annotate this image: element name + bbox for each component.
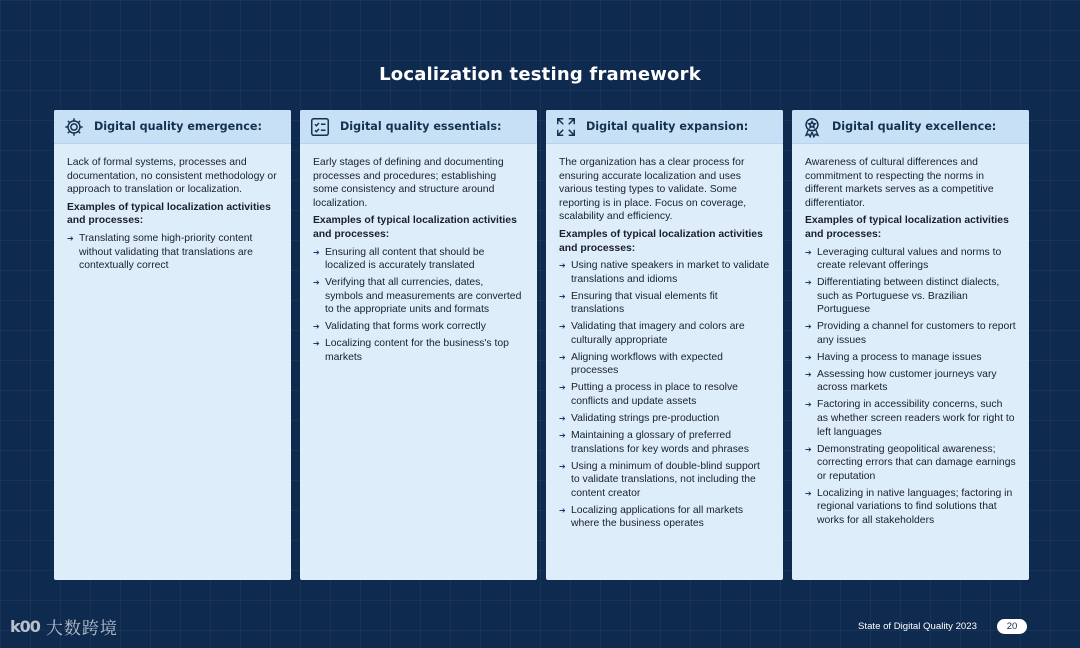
- list-item: ➔ Putting a process in place to resolve conflicts and update assets: [559, 382, 738, 408]
- examples-label: Examples of typical localization activities and processes:: [313, 215, 517, 240]
- expand-icon: [555, 116, 577, 138]
- card-expansion: [546, 110, 783, 580]
- list-item: ➔ Verifying that all currencies, dates, symbols and measurements are converted to the appropriate units and formats: [313, 277, 522, 316]
- list-item: ➔ Maintaining a glossary of preferred translations for key words and phrases: [559, 430, 749, 455]
- checklist-icon: [309, 116, 331, 138]
- arrow-icon: ➔: [805, 488, 812, 498]
- card-header: [546, 110, 783, 144]
- list-item: ➔ Validating that forms work correctly: [313, 321, 486, 333]
- card-header: [300, 110, 537, 144]
- list-item: ➔ Differentiating between distinct dialects, such as Portuguese vs. Brazilian Portuguese: [805, 277, 1000, 316]
- framework-cards: [54, 110, 1029, 580]
- list-item: ➔ Having a process to manage issues: [805, 351, 982, 363]
- arrow-icon: ➔: [805, 400, 812, 410]
- page-title: Localization testing framework: [379, 64, 701, 85]
- list-item: ➔ Validating that imagery and colors are culturally appropriate: [559, 321, 745, 346]
- list-item: ➔ Demonstrating geopolitical awareness; correcting errors that can damage earnings or reputation: [805, 443, 1016, 482]
- arrow-icon: ➔: [559, 291, 566, 301]
- list-item: ➔ Providing a channel for customers to report any issues: [805, 321, 1016, 346]
- card-title: Digital quality expansion:: [586, 120, 749, 133]
- card-body: [300, 144, 537, 364]
- arrow-icon: ➔: [805, 278, 812, 288]
- page-number: 20: [997, 619, 1027, 634]
- arrow-icon: ➔: [805, 444, 812, 454]
- arrow-icon: ➔: [559, 431, 566, 441]
- arrow-icon: ➔: [559, 383, 566, 393]
- examples-list: [805, 246, 1016, 528]
- examples-list: [67, 232, 278, 273]
- watermark-logo: [10, 614, 118, 639]
- arrow-icon: ➔: [805, 369, 812, 379]
- arrow-icon: ➔: [805, 247, 812, 257]
- award-icon: [801, 116, 823, 138]
- list-item: ➔ Ensuring all content that should be localized is accurately translated: [313, 246, 485, 272]
- arrow-icon: ➔: [313, 339, 320, 349]
- list-item: ➔ Ensuring that visual elements fit translations: [559, 290, 718, 316]
- list-item: ➔ Localizing content for the business's top markets: [313, 338, 509, 363]
- list-item: ➔ Validating strings pre-production: [559, 413, 720, 425]
- logo-text: 大数跨境: [45, 619, 118, 639]
- card-description: Awareness of cultural differences and commitment to respecting the norms in different markets serves as a competitive differentiator.: [805, 157, 994, 209]
- list-item: ➔ Using native speakers in market to validate translations and idioms: [559, 260, 770, 285]
- card-title: Digital quality emergence:: [94, 120, 262, 133]
- card-header: [54, 110, 291, 144]
- list-item: ➔ Aligning workflows with expected processes: [559, 351, 723, 377]
- list-item: ➔ Translating some high-priority content without validating that translations are contextually correct: [67, 232, 253, 272]
- card-excellence: [792, 110, 1029, 580]
- list-item: ➔ Using a minimum of double-blind support to validate translations, not including the content creator: [559, 460, 760, 499]
- card-title: Digital quality excellence:: [832, 120, 997, 133]
- examples-label: Examples of typical localization activities and processes:: [67, 201, 271, 227]
- logo-mark: k00: [10, 617, 40, 636]
- arrow-icon: ➔: [313, 247, 320, 257]
- card-body: [792, 144, 1029, 528]
- list-item: ➔ Localizing applications for all markets where the business operates: [559, 504, 744, 530]
- arrow-icon: ➔: [313, 322, 320, 332]
- examples-label: Examples of typical localization activities and processes:: [805, 215, 1009, 240]
- card-description: Early stages of defining and documenting processes and procedures; establishing some consistency and structure around localization.: [313, 157, 504, 209]
- card-body: [54, 144, 291, 273]
- arrow-icon: ➔: [805, 322, 812, 332]
- arrow-icon: ➔: [559, 505, 566, 515]
- card-title: Digital quality essentials:: [340, 120, 502, 133]
- report-name: State of Digital Quality 2023: [858, 621, 977, 632]
- arrow-icon: ➔: [313, 278, 320, 288]
- gear-icon: [63, 116, 85, 138]
- list-item: ➔ Assessing how customer journeys vary across markets: [805, 368, 997, 394]
- arrow-icon: ➔: [67, 233, 74, 243]
- examples-list: [559, 259, 770, 531]
- card-description: Lack of formal systems, processes and documentation, no consistent methodology or approach to translation or localization.: [67, 157, 277, 196]
- arrow-icon: ➔: [559, 322, 566, 332]
- arrow-icon: ➔: [559, 461, 566, 471]
- list-item: ➔ Factoring in accessibility concerns, such as whether screen readers work for right to left languages: [805, 399, 1015, 438]
- examples-list: [313, 246, 524, 365]
- arrow-icon: ➔: [559, 261, 566, 271]
- card-essentials: [300, 110, 537, 580]
- card-body: [546, 144, 783, 531]
- examples-label: Examples of typical localization activities and processes:: [559, 228, 763, 254]
- arrow-icon: ➔: [559, 414, 566, 424]
- list-item: ➔ Localizing in native languages; factoring in regional variations to find solutions that works for all stakeholders: [805, 487, 1013, 526]
- card-header: [792, 110, 1029, 144]
- arrow-icon: ➔: [559, 352, 566, 362]
- arrow-icon: ➔: [805, 352, 812, 362]
- card-emergence: [54, 110, 291, 580]
- card-description: The organization has a clear process for ensuring accurate localization and uses various testing types to validate. Some reporting is in place. Focus on coverage, scalability and efficiency.: [559, 157, 747, 223]
- list-item: ➔ Leveraging cultural values and norms to create relevant offerings: [805, 246, 1002, 272]
